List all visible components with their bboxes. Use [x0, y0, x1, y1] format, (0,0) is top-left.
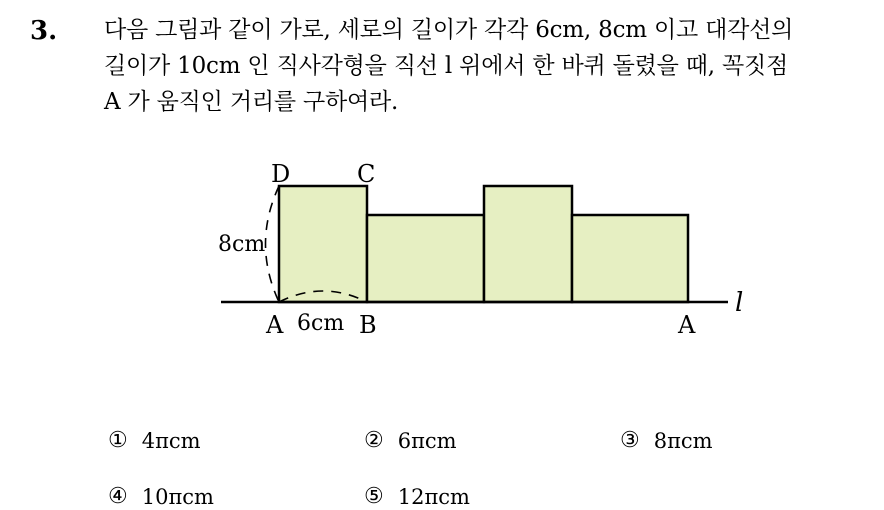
label-vertex-b: B — [359, 311, 377, 339]
rect-position-2 — [367, 215, 484, 302]
label-height: 8cm — [218, 232, 266, 257]
choice-2-text: 6πcm — [397, 428, 457, 453]
choice-5-mark: ⑤ — [364, 484, 384, 509]
question-line-1: 다음 그림과 같이 가로, 세로의 길이가 각각 6cm, 8cm 이고 대각선의 — [104, 17, 794, 43]
label-line-l: l — [735, 288, 744, 318]
label-width: 6cm — [297, 311, 345, 336]
label-vertex-d: D — [271, 160, 291, 188]
rect-position-1 — [279, 186, 367, 302]
choice-3-text: 8πcm — [653, 428, 713, 453]
choice-3[interactable] — [620, 428, 713, 453]
rect-position-3 — [484, 186, 572, 302]
label-vertex-c: C — [357, 160, 376, 188]
choice-4-text: 10πcm — [141, 484, 214, 509]
dashed-arc-height — [266, 186, 280, 302]
choice-1-text: 4πcm — [141, 428, 201, 453]
question-number: 3. — [30, 16, 58, 46]
choice-1[interactable] — [108, 428, 201, 453]
label-vertex-a-end: A — [678, 311, 696, 339]
choice-5-text: 12πcm — [397, 484, 470, 509]
rect-position-4 — [572, 215, 688, 302]
choice-2[interactable] — [364, 428, 457, 453]
choice-2-mark: ② — [364, 428, 384, 453]
question-line-3: A 가 움직인 거리를 구하여라. — [104, 89, 399, 115]
label-vertex-a-start: A — [266, 311, 284, 339]
choice-4[interactable] — [108, 484, 214, 509]
question-line-2: 길이가 10cm 인 직사각형을 직선 l 위에서 한 바퀴 돌렸을 때, 꼭짓점 — [104, 53, 789, 79]
choice-1-mark: ① — [108, 428, 128, 453]
choice-5[interactable] — [364, 484, 470, 509]
choice-4-mark: ④ — [108, 484, 128, 509]
choice-3-mark: ③ — [620, 428, 640, 453]
